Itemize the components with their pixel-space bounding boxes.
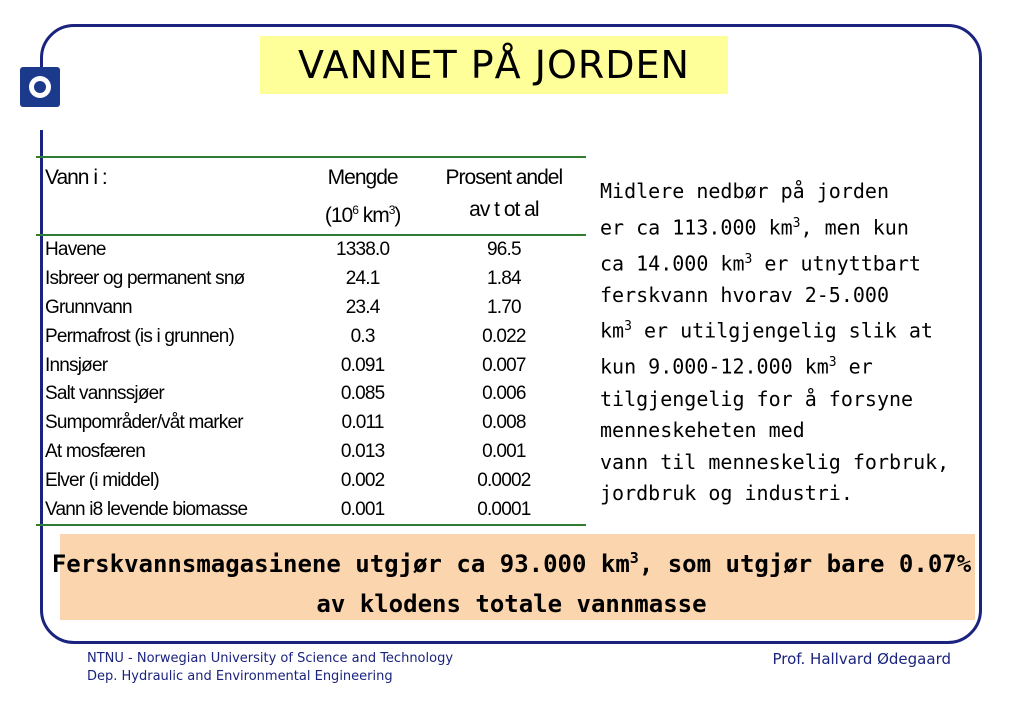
table-row: Innsjøer 0.091 0.007 bbox=[36, 351, 586, 380]
footer-author: Prof. Hallvard Ødegaard bbox=[772, 650, 951, 668]
table-row: Havene 1338.0 96.5 bbox=[36, 235, 586, 265]
table-row: Permafrost (is i grunnen) 0.3 0.022 bbox=[36, 322, 586, 351]
water-distribution-table bbox=[36, 156, 586, 526]
table-header-row bbox=[36, 157, 586, 235]
summary-text: Ferskvannsmagasinene utgjør ca 93.000 $km^3$, som utgjør bare 0.07% av klodens totale vannmasse bbox=[51, 549, 972, 618]
table-row: Grunnvann 23.4 1.70 bbox=[36, 294, 586, 323]
slide-title: VANNET PÅ JORDEN bbox=[260, 36, 728, 94]
header-prosent-andel: Prosent andel av t ot al bbox=[445, 166, 563, 221]
header-mengde: Mengde ($10^6$ $km^3$) bbox=[324, 166, 401, 227]
footer-institution: NTNU - Norwegian University of Science and Technology Dep. Hydraulic and Environmental Engineering bbox=[87, 651, 454, 684]
header-vann-i: Vann i : bbox=[36, 157, 303, 235]
ntnu-logo-icon bbox=[20, 67, 60, 107]
table-row: Sumpområder/våt marker 0.011 0.008 bbox=[36, 409, 586, 438]
table-row: Isbreer og permanent snø 24.1 1.84 bbox=[36, 265, 586, 294]
table-row: Vann i8 levende biomasse 0.001 0.0001 bbox=[36, 495, 586, 525]
table-row: Elver (i middel) 0.002 0.0002 bbox=[36, 466, 586, 495]
table-row: Salt vannssjøer 0.085 0.006 bbox=[36, 380, 586, 409]
table-row: At mosfæren 0.013 0.001 bbox=[36, 438, 586, 467]
precipitation-text: Midlere nedbør på jorden er ca 113.000 $km^3$, men kun ca 14.000 $km^3$ er utnyttbart ferskvann hvorav 2-5.000 $km^3$ er utilgjengelig slik at kun 9.000-12.000 $km^3$ er tilgjengelig for å forsyne menneskeheten med vann til menneskelig forbruk, jordbruk og industri. bbox=[600, 179, 950, 506]
